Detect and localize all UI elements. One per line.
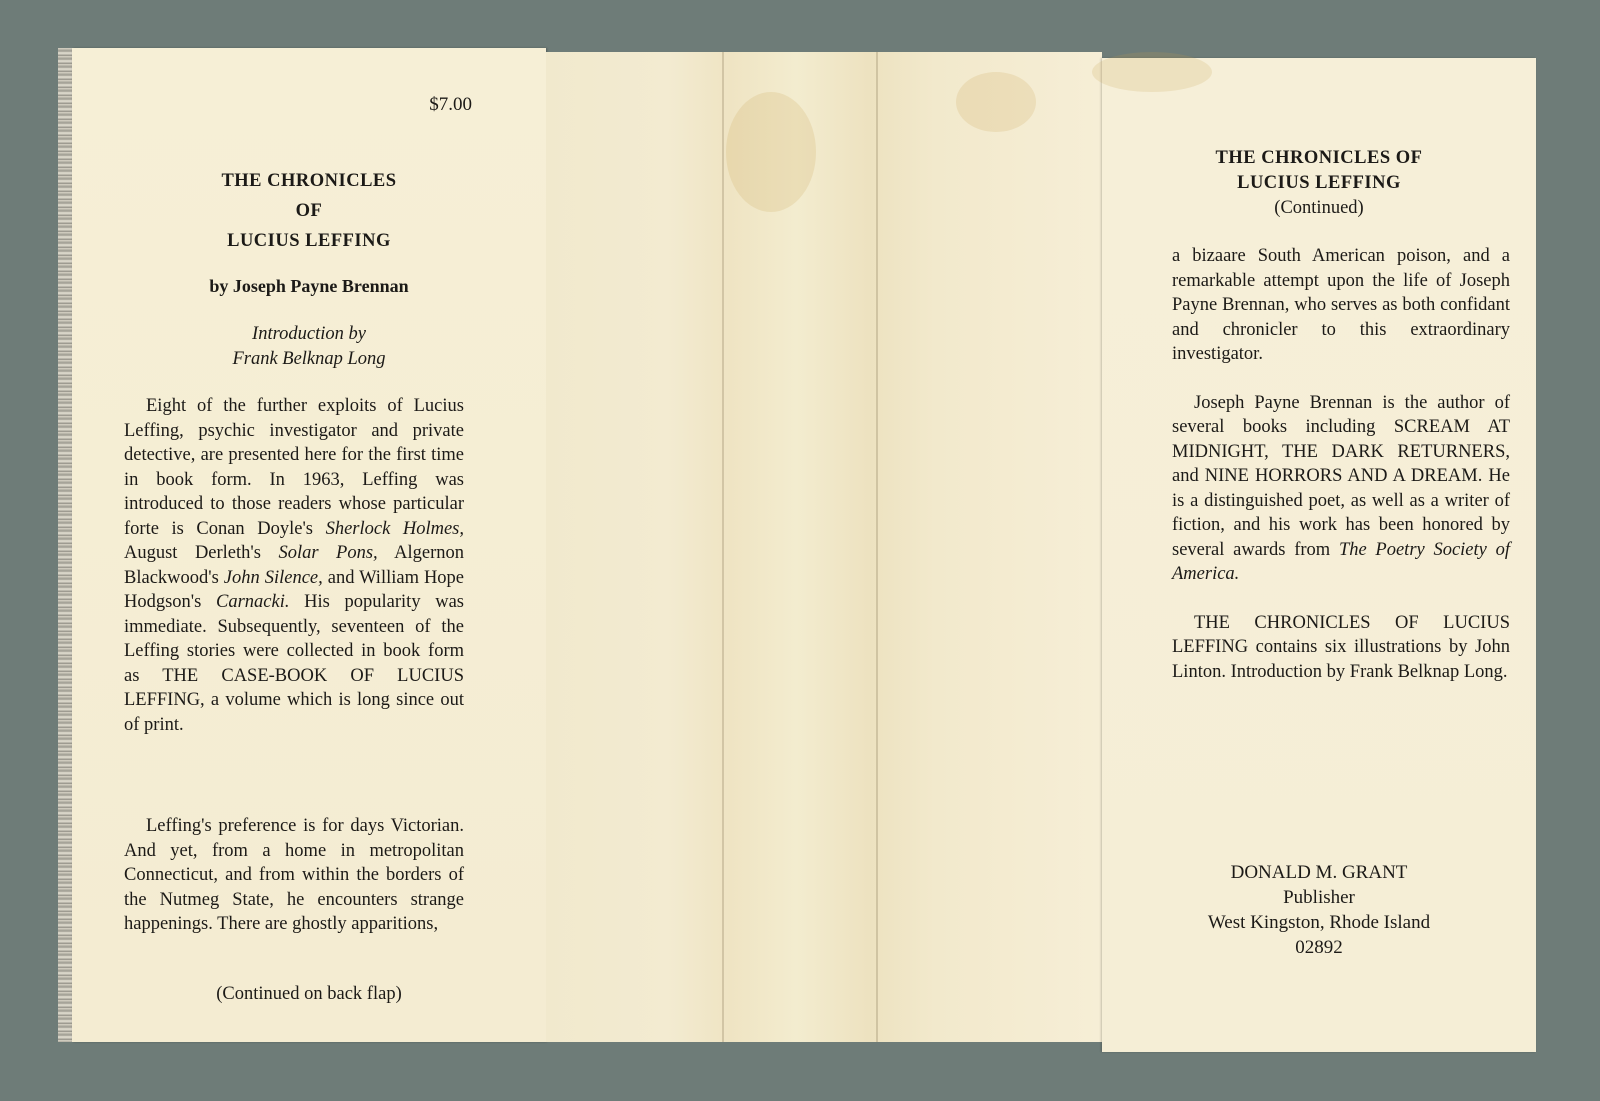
- publisher-line: West Kingston, Rhode Island: [1207, 912, 1431, 933]
- italic-run: Sherlock Holmes,: [325, 518, 464, 539]
- text-run: Eight of the further exploits of Lucius Leffing, psychic investigator and private detective, are presented here for the first time in book form. In 1963, Leffing was introduced to those readers whose particular forte is Conan Doyle's: [124, 396, 464, 539]
- paragraph-text: Leffing's preference is for days Victorian. And yet, from a home in metropolitan Connecticut, and from within the borders of the Nutmeg State, he encounters strange happenings. There are ghostly apparitions,: [124, 816, 464, 934]
- title-line: THE CHRONICLES OF: [1215, 148, 1423, 168]
- publisher-line: 02892: [1295, 937, 1343, 958]
- author-paragraph: [1172, 391, 1510, 587]
- spine-and-back-panel-inside: [546, 52, 1102, 1042]
- front-flap-paragraph-1: [124, 394, 464, 737]
- paragraph-text: a bizaare South American poison, and a remarkable attempt upon the life of Joseph Payne Brennan, who serves as both confidant and chronicler to this extraordinary investigator.: [1172, 246, 1510, 364]
- italic-run: John Silence,: [223, 567, 323, 588]
- stain: [1092, 52, 1212, 92]
- stain: [956, 72, 1036, 132]
- text-run: Joseph Payne Brennan is the author of several books including SCREAM AT MIDNIGHT, THE DARK RETURNERS, and NINE HORRORS AND A DREAM. He is a distinguished poet, as well as a writer of fiction, and his work has been honored by several awards from: [1172, 392, 1510, 560]
- text-run: Algernon Blackwood's: [124, 543, 464, 588]
- title-line: LUCIUS LEFFING: [1237, 173, 1401, 193]
- front-flap-title: [72, 166, 546, 256]
- italic-run: Carnacki.: [216, 592, 290, 612]
- text-run: His popularity was immediate. Subsequently, seventeen of the Leffing stories were collected in book form as THE CASE-BOOK OF LUCIUS LEFFING, a volume which is long since out of print.: [124, 592, 465, 735]
- stain: [726, 92, 816, 212]
- title-line: THE CHRONICLES: [221, 171, 397, 191]
- text-run: and William Hope Hodgson's: [124, 567, 465, 612]
- italic-run: The Poetry Society of America.: [1172, 539, 1510, 584]
- front-flap-paragraph-2: [124, 814, 464, 937]
- paragraph-text: THE CHRONICLES OF LUCIUS LEFFING contains six illustrations by John Linton. Introduction by Frank Belknap Long.: [1172, 612, 1510, 682]
- title-line: LUCIUS LEFFING: [227, 231, 391, 251]
- continued-note: (Continued on back flap): [216, 984, 402, 1004]
- title-line: (Continued): [1274, 198, 1364, 218]
- italic-run: Solar Pons,: [278, 543, 378, 563]
- intro-line: Frank Belknap Long: [232, 349, 386, 369]
- back-flap: [1102, 58, 1536, 1052]
- torn-edge: [58, 48, 72, 1042]
- intro-line: Introduction by: [252, 324, 366, 344]
- publisher-line: DONALD M. GRANT: [1230, 862, 1408, 883]
- text-run: August Derleth's: [124, 543, 279, 563]
- introduction-credit: [72, 322, 546, 372]
- price: $7.00: [429, 94, 472, 115]
- publisher-line: Publisher: [1283, 887, 1355, 908]
- publisher-block: [1102, 860, 1536, 960]
- fold-line: [876, 52, 878, 1042]
- back-flap-body: [1172, 244, 1510, 708]
- front-flap: [72, 48, 546, 1042]
- byline: by Joseph Payne Brennan: [209, 276, 409, 296]
- fold-line: [722, 52, 724, 1042]
- back-flap-title: [1102, 146, 1536, 221]
- title-line: OF: [295, 201, 323, 221]
